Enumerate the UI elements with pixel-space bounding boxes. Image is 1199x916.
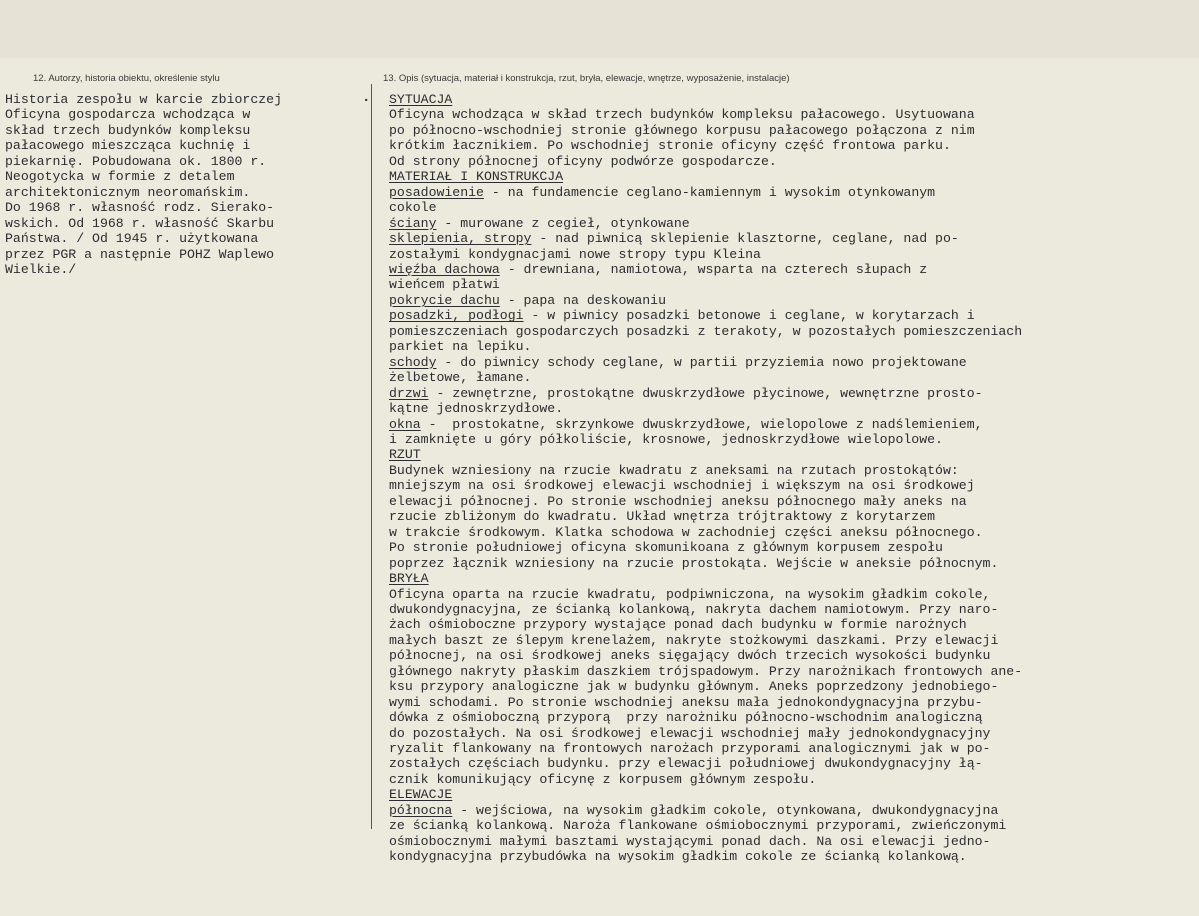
section-heading: BRYŁA bbox=[389, 571, 429, 587]
description-line bbox=[389, 355, 1194, 370]
bullet-dot: . bbox=[362, 90, 371, 106]
history-line: Wielkie./ bbox=[5, 261, 77, 277]
description-text: ryzalit flankowany na frontowych narożach przyporami analogicznymi jak w po- bbox=[389, 741, 991, 757]
description-text: Od strony północnej oficyny podwórze gospodarcze. bbox=[389, 153, 777, 169]
section-heading: SYTUACJA bbox=[389, 92, 453, 107]
section-heading: okna bbox=[389, 416, 421, 432]
section-heading: północna bbox=[389, 802, 453, 818]
description-line bbox=[389, 617, 1194, 632]
column-divider bbox=[371, 84, 372, 829]
description-text: do pozostałych. Na osi środkowej elewacji wschodniej mały jednokondygnacyjny bbox=[389, 725, 991, 741]
description-text: - na fundamencie ceglano-kamiennym i wysokim otynkowanym bbox=[483, 184, 936, 200]
section-heading: sklepienia, stropy bbox=[389, 231, 532, 247]
description-line bbox=[389, 401, 1194, 416]
description-line bbox=[389, 308, 1194, 323]
description-text: dówka z ośmioboczną przyporą przy narożniku północno-wschodnim analogiczną bbox=[389, 710, 983, 726]
description-line bbox=[389, 324, 1194, 339]
description-text: żelbetowe, łamane. bbox=[389, 370, 532, 386]
description-text: żach ośmioboczne przypory wystające ponad dach budynku w formie narożnych bbox=[389, 617, 967, 633]
description-line bbox=[389, 138, 1194, 153]
history-line: wskich. Od 1968 r. własność Skarbu bbox=[5, 215, 275, 231]
description-text: i zamknięte u góry półkoliście, krosnowe, jednoskrzydłowe wielopolowe. bbox=[389, 431, 943, 447]
description-line bbox=[389, 679, 1194, 694]
history-text-block bbox=[5, 92, 367, 277]
description-line bbox=[389, 556, 1194, 571]
description-text: rzucie zbliżonym do kwadratu. Układ wnętrza trójtraktowy z korytarzem bbox=[389, 509, 936, 525]
section-heading: RZUT bbox=[389, 447, 421, 463]
description-text: - murowane z cegieł, otynkowane bbox=[436, 215, 690, 231]
description-line bbox=[389, 231, 1194, 246]
description-text: kątne jednoskrzydłowe. bbox=[389, 401, 564, 417]
description-line bbox=[389, 803, 1194, 818]
history-line: Neogotycka w formie z detalem bbox=[5, 169, 235, 185]
description-text: kondygnacyjna przybudówka na wysokim gładkim cokole ze ścianką kolankową. bbox=[389, 849, 967, 865]
description-line bbox=[389, 540, 1194, 555]
description-line bbox=[389, 432, 1194, 447]
description-line bbox=[389, 370, 1194, 385]
description-line bbox=[389, 756, 1194, 771]
scan-top-band bbox=[0, 0, 1199, 58]
description-line bbox=[389, 509, 1194, 524]
description-line bbox=[389, 834, 1194, 849]
history-line: przez PGR a następnie POHZ Waplewo bbox=[5, 246, 275, 262]
description-text: elewacji północnej. Po stronie wschodniej aneksu północnego mały aneks na bbox=[389, 493, 967, 509]
description-line bbox=[389, 494, 1194, 509]
description-line bbox=[389, 525, 1194, 540]
description-line bbox=[389, 339, 1194, 354]
description-text: w trakcie środkowym. Klatka schodowa w zachodniej części aneksu północnego. bbox=[389, 524, 983, 540]
description-text-block bbox=[389, 92, 1194, 865]
description-text: mniejszym na osi środkowej elewacji wschodniej i większym na osi środkowej bbox=[389, 478, 975, 494]
description-line bbox=[389, 849, 1194, 864]
description-line bbox=[389, 695, 1194, 710]
description-line bbox=[389, 447, 1194, 462]
section-heading: ELEWACJE bbox=[389, 787, 453, 803]
description-line bbox=[389, 818, 1194, 833]
description-text: poprzez łącznik wzniesiony na rzucie prostokąta. Wejście w aneksie północnym. bbox=[389, 555, 999, 571]
history-line: architektonicznym neoromańskim. bbox=[5, 184, 251, 200]
description-line bbox=[389, 664, 1194, 679]
description-text: krótkim łacznikiem. Po wschodniej stronie oficyny część frontowa parku. bbox=[389, 138, 951, 154]
description-line bbox=[389, 478, 1194, 493]
description-line bbox=[389, 386, 1194, 401]
description-text: wieńcem płatwi bbox=[389, 277, 500, 293]
description-line bbox=[389, 200, 1194, 215]
description-line bbox=[389, 169, 1194, 184]
description-text: zostałymi kondygnacjami nowe stropy typu Kleina bbox=[389, 246, 761, 262]
description-text: - do piwnicy schody ceglane, w partii przyziemia nowo projektowane bbox=[436, 354, 967, 370]
description-line bbox=[389, 726, 1194, 741]
description-text: Budynek wzniesiony na rzucie kwadratu z aneksami na rzutach prostokątów: bbox=[389, 462, 959, 478]
section-heading: więźba dachowa bbox=[389, 261, 500, 277]
description-text: - drewniana, namiotowa, wsparta na czterech słupach z bbox=[499, 261, 928, 277]
description-line bbox=[389, 741, 1194, 756]
description-line bbox=[389, 277, 1194, 292]
description-line bbox=[389, 710, 1194, 725]
description-text: dwukondygnacyjna, ze ścianką kolankową, nakryta dachem namiotowym. Przy naro- bbox=[389, 601, 999, 617]
description-text: parkiet na lepiku. bbox=[389, 339, 532, 355]
description-text: Oficyna oparta na rzucie kwadratu, podpiwniczona, na wysokim gładkim cokole, bbox=[389, 586, 991, 602]
description-line bbox=[389, 107, 1194, 122]
description-line bbox=[389, 602, 1194, 617]
section-heading: posadzki, podłogi bbox=[389, 308, 524, 324]
description-line bbox=[389, 247, 1194, 262]
section-13-label: 13. Opis (sytuacja, materiał i konstrukcja, rzut, bryła, elewacje, wnętrze, wyposażenie, instalacje) bbox=[383, 73, 790, 84]
description-line bbox=[389, 123, 1194, 138]
description-text: Po stronie południowej oficyna skomunikoana z głównym korpusem zespołu bbox=[389, 540, 943, 556]
description-text: ośmiobocznymi małymi basztami wystającymi ponad dach. Na osi elewacji jedno- bbox=[389, 833, 991, 849]
description-text: - wejściowa, na wysokim gładkim cokole, otynkowana, dwukondygnacyjna bbox=[452, 802, 999, 818]
section-heading: MATERIAŁ I KONSTRUKCJA bbox=[389, 169, 564, 185]
description-line bbox=[389, 185, 1194, 200]
description-text: - prostokatne, skrzynkowe dwuskrzydłowe, wielopolowe z nadślemieniem, bbox=[420, 416, 983, 432]
section-heading: ściany bbox=[389, 215, 437, 231]
description-line bbox=[389, 154, 1194, 169]
description-text: ksu przypory analogiczne jak w budynku głównym. Aneks poprzedzony jednobiego- bbox=[389, 679, 999, 695]
description-text: zostałych częściach budynku. przy elewacji południowej dwukondygnacyjny łą- bbox=[389, 756, 983, 772]
description-text: po północno-wschodniej stronie głównego korpusu pałacowego połączona z nim bbox=[389, 122, 975, 138]
description-text: pomieszczeniach gospodarczych posadzki z terakoty, w pozostałych pomieszczeniach bbox=[389, 323, 1023, 339]
description-line bbox=[389, 92, 1194, 107]
description-text: małych baszt ze ślepym krenelażem, nakryte stożkowymi daszkami. Przy elewacji bbox=[389, 632, 999, 648]
section-heading: drzwi bbox=[389, 385, 429, 401]
section-heading: posadowienie bbox=[389, 184, 484, 200]
description-text: cznik komunikujący oficynę z korpusem głównym zespołu. bbox=[389, 771, 817, 787]
description-text: wymi schodami. Po stronie wschodniej aneksu mała jednokondygnacyjna przybu- bbox=[389, 694, 983, 710]
description-text: - w piwnicy posadzki betonowe i ceglane, w korytarzach i bbox=[523, 308, 975, 324]
history-line: pałacowego mieszcząca kuchnię i bbox=[5, 138, 251, 154]
description-line bbox=[389, 262, 1194, 277]
description-text: - papa na deskowaniu bbox=[499, 292, 666, 308]
description-text: północnej, na osi środkowej aneks sięgający dwóch trzecich wysokości budynku bbox=[389, 648, 991, 664]
section-heading: pokrycie dachu bbox=[389, 292, 500, 308]
history-line: Historia zespołu w karcie zbiorczej bbox=[5, 92, 282, 107]
description-line bbox=[389, 772, 1194, 787]
description-line bbox=[389, 787, 1194, 802]
description-line bbox=[389, 633, 1194, 648]
description-line bbox=[389, 216, 1194, 231]
description-line bbox=[389, 587, 1194, 602]
description-text: Oficyna wchodząca w skład trzech budynków kompleksu pałacowego. Usytuowana bbox=[389, 107, 975, 123]
description-line bbox=[389, 417, 1194, 432]
description-text: cokole bbox=[389, 200, 437, 216]
history-line: Do 1968 r. własność rodz. Sierako- bbox=[5, 200, 275, 216]
section-12-label: 12. Autorzy, historia obiektu, określenie stylu bbox=[33, 73, 220, 84]
description-line bbox=[389, 293, 1194, 308]
description-text: - nad piwnicą sklepienie klasztorne, ceglane, nad po- bbox=[531, 231, 959, 247]
description-text: głównego nakryty płaskim daszkiem trójspadowym. Przy narożnikach frontowych ane- bbox=[389, 663, 1023, 679]
section-heading: schody bbox=[389, 354, 437, 370]
description-line bbox=[389, 648, 1194, 663]
description-text: ze ścianką kolankową. Naroża flankowane ośmiobocznymi przyporami, zwieńczonymi bbox=[389, 818, 1007, 834]
description-text: - zewnętrzne, prostokątne dwuskrzydłowe płycinowe, wewnętrzne prosto- bbox=[428, 385, 983, 401]
description-line bbox=[389, 571, 1194, 586]
history-line: skład trzech budynków kompleksu bbox=[5, 122, 251, 138]
history-line: piekarnię. Pobudowana ok. 1800 r. bbox=[5, 153, 267, 169]
description-line bbox=[389, 463, 1194, 478]
history-line: Państwa. / Od 1945 r. użytkowana bbox=[5, 231, 259, 247]
history-line: Oficyna gospodarcza wchodząca w bbox=[5, 107, 251, 123]
